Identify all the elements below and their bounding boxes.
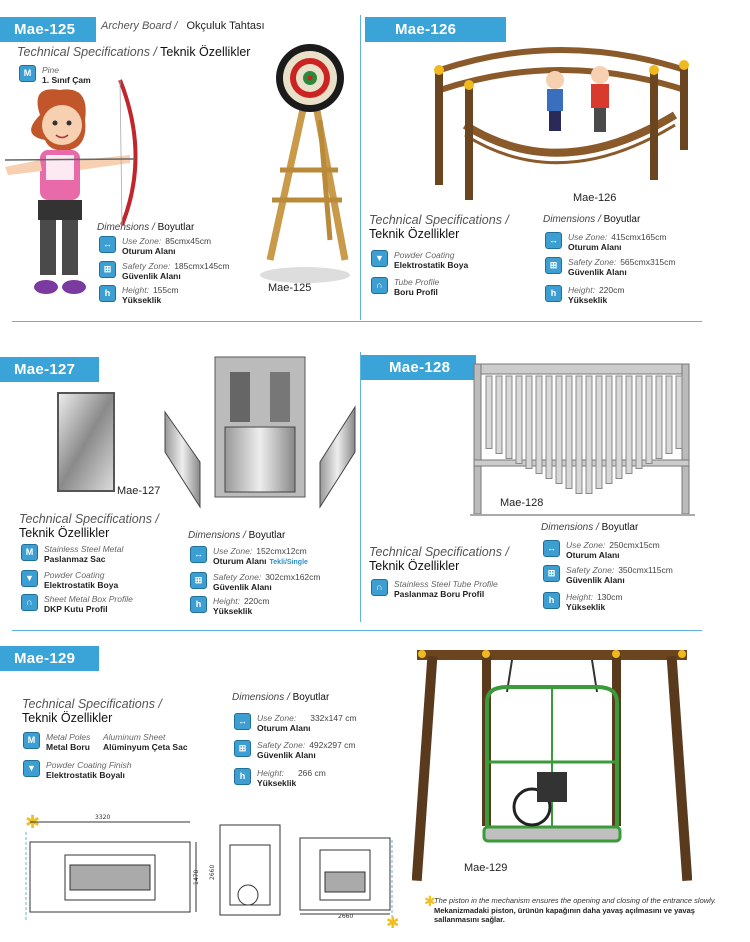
chime-tube [586,376,592,494]
product-tag-mae126: Mae-126 [365,17,506,42]
safety-zone-icon: ⊞ [234,740,251,757]
tech-spec-heading: Technical Specifications / Teknik Özellikler [369,545,509,573]
dim-height: h Height: 155cm Yükseklik [99,285,178,305]
tube-profile-icon: ∩ [371,277,388,294]
material-item: M Stainless Steel Metal Paslanmaz Sac [21,544,123,564]
material-en: Pine [42,65,60,75]
dim-safety-zone: ⊞ Safety Zone: 350cmx115cm Güvenlik Alanı [543,565,673,585]
use-zone-icon: ↔ [99,236,116,253]
archery-board-illustration [250,40,360,300]
tech-spec-heading: Technical Specifications / Teknik Özellikler [19,512,159,540]
product-tag-mae127: Mae-127 [0,357,99,382]
product-caption: Mae-127 [117,485,161,497]
safety-zone-icon: ⊞ [99,261,116,278]
single-note: Tekli/Single [269,559,308,566]
metal-poles-icon: M [23,732,40,749]
height-icon: h [543,592,560,609]
product-tag-mae128: Mae-128 [361,355,476,380]
tube-profile-icon: ∩ [371,579,388,596]
svg-text:✱: ✱ [25,812,41,833]
dim-safety-zone: ⊞ Safety Zone: 185cmx145cm Güvenlik Alanı [99,261,229,281]
divider [12,321,702,322]
balance-bridge-illustration [425,45,700,205]
height-icon: h [99,285,116,302]
dimensions-heading: Dimensions / Boyutlar [97,222,195,233]
material-item: ▼ Powder Coating Elektrostatik Boya [371,250,468,270]
dimensions-heading: Dimensions / Boyutlar [541,522,639,533]
dim-safety-zone: ⊞ Safety Zone: 492x297 cm Güvenlik Alanı [234,740,356,760]
star-note-icon: ✱ [424,893,436,909]
powder-coating-icon: ▼ [23,760,40,777]
product-caption: Mae-129 [464,862,508,874]
powder-coating-icon: ▼ [21,570,38,587]
chime-tube [546,376,552,479]
chime-tube [676,376,682,449]
material-item: ∩ Tube Profile Boru Profil [371,277,439,297]
material-tr: 1. Sınıf Çam [42,75,91,85]
stainless-steel-icon: M [21,544,38,561]
product-name [101,20,265,32]
drawing-width-label: 3320 [95,814,111,821]
material-item: ▼ Powder Coating Elektrostatik Boya [21,570,118,590]
divider [12,630,702,631]
chime-tube [606,376,612,484]
chime-tube [496,376,502,454]
use-zone-icon: ↔ [190,546,207,563]
product-caption: Mae-125 [268,282,312,294]
material-item: ∩ Stainless Steel Tube Profile Paslanmaz Boru Profil [371,579,498,599]
height-icon: h [545,285,562,302]
tech-spec-heading: Technical Specifications / Teknik Özellikler [22,697,162,725]
product-caption: Mae-128 [500,497,544,509]
spec-heading-en: Technical Specifications / [17,45,157,59]
chime-tube [536,376,542,474]
powder-coating-icon: ▼ [371,250,388,267]
chime-tube [506,376,512,459]
tech-spec-heading [17,45,250,59]
height-icon: h [190,596,207,613]
chime-tube [636,376,642,469]
chime-tube [596,376,602,489]
chime-tubes [486,376,682,494]
material-item: Aluminum Sheet Alüminyum Çeta Sac [103,732,188,752]
chime-tube [516,376,522,464]
dim-use-zone: ↔ Use Zone: 250cmx15cm Oturum Alanı [543,540,660,560]
chime-tube [646,376,652,464]
dimensions-heading: Dimensions / Boyutlar [543,214,641,225]
drawing-depth-label: 1470 [193,869,200,885]
use-zone-icon: ↔ [234,713,251,730]
chime-tube [616,376,622,479]
safety-zone-icon: ⊞ [545,257,562,274]
piston-note-tr: Mekanizmadaki piston, ürünün kapağının daha yavaş açılmasını ve yavaş sallanmasını sağlar. [434,905,695,924]
chime-tube [556,376,562,484]
product-name-tr: Okçuluk Tahtası [186,20,265,32]
dim-use-zone: ↔ Use Zone: 332x147 cm Oturum Alanı [234,713,357,733]
chime-tube [626,376,632,474]
mirror-maze-illustration [160,352,360,517]
product-tag-mae125: Mae-125 [0,17,96,42]
chime-tube [526,376,532,469]
wheelchair-swing-illustration [412,642,692,892]
dim-height: h Height: 220cm Yükseklik [190,596,269,616]
material-item: ▼ Powder Coating Finish Elektrostatik Boyalı [23,760,132,780]
chime-tube [486,376,492,449]
piston-note [434,896,730,925]
material-item: M Metal Poles Metal Boru [23,732,90,752]
material-item: ∩ Sheet Metal Box Profile DKP Kutu Profil [21,594,133,614]
chime-tube [566,376,572,489]
safety-zone-icon: ⊞ [190,572,207,589]
spec-heading-tr: Teknik Özellikler [160,45,251,59]
dim-height: h Height: 130cm Yükseklik [543,592,622,612]
use-zone-icon: ↔ [545,232,562,249]
height-icon: h [234,768,251,785]
use-zone-icon: ↔ [543,540,560,557]
product-name-en: Archery Board / [101,20,178,32]
divider [360,15,361,320]
dimensions-heading: Dimensions / Boyutlar [188,530,286,541]
dim-height: h Height: 220cm Yükseklik [545,285,624,305]
safety-zone-icon: ⊞ [543,565,560,582]
material-icon: M [19,65,36,82]
dim-safety-zone: ⊞ Safety Zone: 302cmx162cm Güvenlik Alanı [190,572,320,592]
dim-height: h Height: 266 cm Yükseklik [234,768,326,788]
tech-spec-heading: Technical Specifications / Teknik Özellikler [369,213,509,241]
drawing-height-label: 2660 [209,864,216,880]
mirror-panel-illustration [55,390,120,500]
divider [360,352,361,622]
chime-tube [656,376,662,459]
svg-text:✱: ✱ [386,913,400,930]
product-tag-mae129: Mae-129 [0,646,99,671]
chime-tube [666,376,672,454]
dim-use-zone: ↔ Use Zone: 85cmx45cm Oturum Alanı [99,236,211,256]
technical-drawings [10,810,410,930]
product-caption: Mae-126 [573,192,617,204]
dim-use-zone: ↔ Use Zone: 415cmx165cm Oturum Alanı [545,232,667,252]
box-profile-icon: ∩ [21,594,38,611]
dim-use-zone: ↔ Use Zone: 152cmx12cm Oturum Alanı Tekli/Single [190,546,308,568]
drawing-base-label: 2660 [338,913,354,920]
dimensions-heading: Dimensions / Boyutlar [232,692,330,703]
dim-safety-zone: ⊞ Safety Zone: 565cmx315cm Güvenlik Alanı [545,257,675,277]
piston-note-en: The piston in the mechanism ensures the opening and closing of the entrance slowly. [434,896,717,905]
chime-tube [576,376,582,494]
